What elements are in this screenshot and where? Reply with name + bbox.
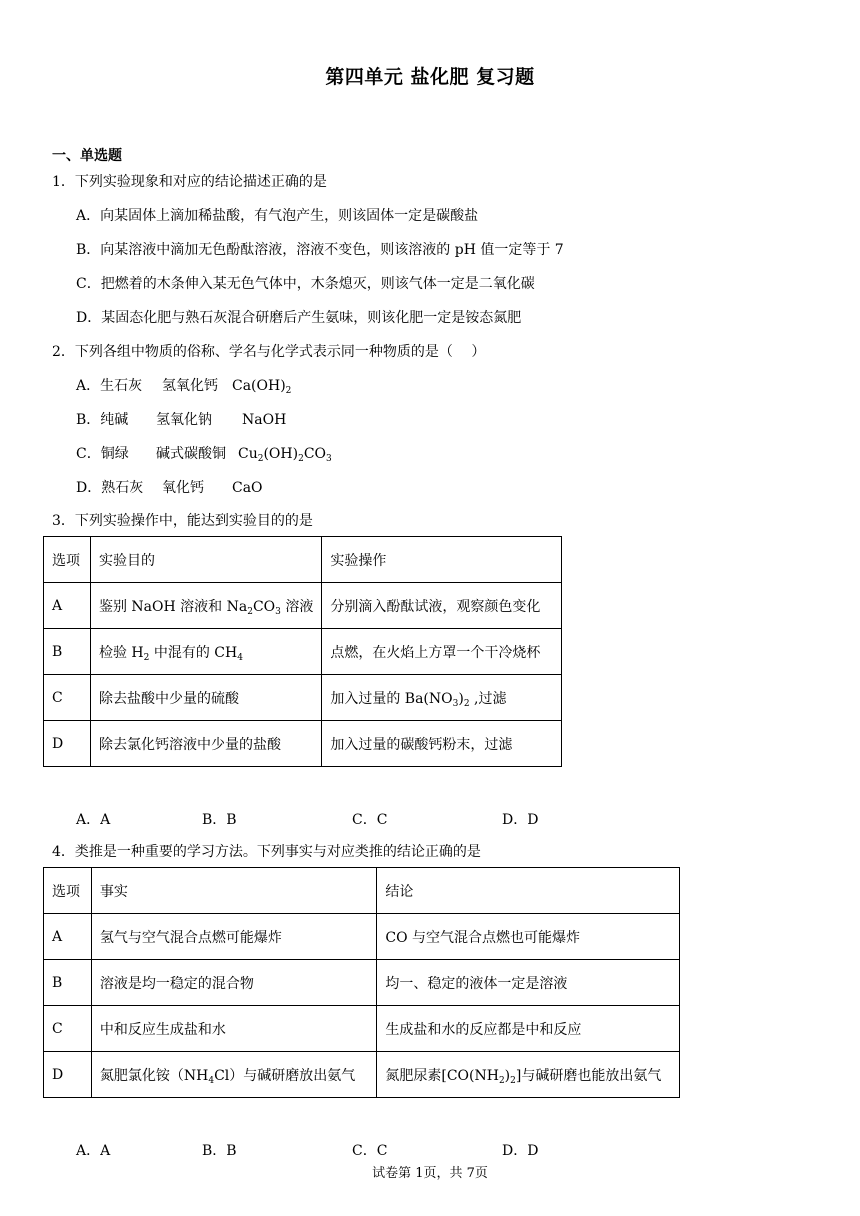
question-1-option-d: D．某固态化肥与熟石灰混合研磨后产生氨味，则该化肥一定是铵态氮肥 <box>76 310 522 326</box>
question-3-stem: 3．下列实验操作中，能达到实验目的的是 <box>52 513 313 529</box>
table-cell: C <box>44 675 91 721</box>
question-4-stem: 4．类推是一种重要的学习方法。下列事实与对应类推的结论正确的是 <box>52 844 481 860</box>
section-heading: 一、单选题 <box>52 148 122 164</box>
option-label: C．铜绿 <box>76 446 129 462</box>
table-cell: B <box>44 960 92 1006</box>
question-1-stem: 1．下列实验现象和对应的结论描述正确的是 <box>52 174 327 190</box>
option-name: 氢氧化钙 <box>162 378 218 394</box>
page-footer: 试卷第 1页，共 7页 <box>372 1166 488 1181</box>
question-2-stem: 2．下列各组中物质的俗称、学名与化学式表示同一种物质的是（ ） <box>52 344 486 360</box>
table-cell: B <box>44 629 91 675</box>
table-header: 实验目的 <box>90 537 321 583</box>
table-cell: 加入过量的碳酸钙粉末，过滤 <box>322 721 562 767</box>
choice-a: A．A <box>76 812 111 828</box>
table-cell: 除去氯化钙溶液中少量的盐酸 <box>90 721 321 767</box>
option-formula: CaO <box>232 480 263 496</box>
table-row <box>44 721 562 767</box>
table-header-row <box>44 868 680 914</box>
question-1-option-c: C．把燃着的木条伸入某无色气体中，木条熄灭，则该气体一定是二氧化碳 <box>76 276 535 292</box>
choice-a: A．A <box>76 1143 111 1159</box>
table-cell: 除去盐酸中少量的硫酸 <box>90 675 321 721</box>
table-row <box>44 1006 680 1052</box>
option-name: 氢氧化钠 <box>156 412 212 428</box>
table-cell: C <box>44 1006 92 1052</box>
table-cell: 鉴别 NaOH 溶液和 $Na_2CO_3$ 溶液 <box>90 583 321 629</box>
table-header: 选项 <box>44 537 91 583</box>
choice-b: B．B <box>202 1143 237 1159</box>
table-cell: 溶液是均一稳定的混合物 <box>91 960 376 1006</box>
table-cell: CO 与空气混合点燃也可能爆炸 <box>377 914 680 960</box>
table-row <box>44 914 680 960</box>
option-name: 氧化钙 <box>162 480 204 496</box>
choice-c: C．C <box>352 1143 388 1159</box>
table-row <box>44 675 562 721</box>
question-4-table <box>43 867 680 1098</box>
choice-d: D．D <box>502 1143 539 1159</box>
choice-b: B．B <box>202 812 237 828</box>
table-row <box>44 629 562 675</box>
option-label: D．熟石灰 <box>76 480 144 496</box>
option-label: B．纯碱 <box>76 412 129 428</box>
table-cell: 中和反应生成盐和水 <box>91 1006 376 1052</box>
table-cell: 点燃，在火焰上方罩一个干冷烧杯 <box>322 629 562 675</box>
table-header: 事实 <box>91 868 376 914</box>
option-formula: $Ca(OH)_2$ <box>232 378 292 396</box>
table-header: 结论 <box>377 868 680 914</box>
table-cell: D <box>44 1052 92 1098</box>
question-1-option-b: B．向某溶液中滴加无色酚酞溶液，溶液不变色，则该溶液的 pH 值一定等于 7 <box>76 242 564 258</box>
table-cell: 生成盐和水的反应都是中和反应 <box>377 1006 680 1052</box>
option-formula: NaOH <box>242 412 287 428</box>
table-header: 选项 <box>44 868 92 914</box>
table-cell: 加入过量的 $Ba(NO_3)_2$ ,过滤 <box>322 675 562 721</box>
table-row <box>44 1052 680 1098</box>
table-row <box>44 583 562 629</box>
choice-d: D．D <box>502 812 539 828</box>
table-cell: D <box>44 721 91 767</box>
table-cell: A <box>44 914 92 960</box>
table-cell: 氮肥尿素$[CO(NH_2)_2]$与碱研磨也能放出氨气 <box>377 1052 680 1098</box>
option-name: 碱式碳酸铜 <box>156 446 226 462</box>
option-label: A．生石灰 <box>76 378 143 394</box>
choice-c: C．C <box>352 812 388 828</box>
table-cell: A <box>44 583 91 629</box>
question-3-table <box>43 536 562 767</box>
question-2-option-d <box>76 479 263 497</box>
table-cell: 检验 $H_2$ 中混有的 $CH_4$ <box>90 629 321 675</box>
question-1-option-a: A．向某固体上滴加稀盐酸，有气泡产生，则该固体一定是碳酸盐 <box>76 208 479 224</box>
table-row <box>44 960 680 1006</box>
table-cell: 氢气与空气混合点燃可能爆炸 <box>91 914 376 960</box>
table-cell: 氮肥氯化铵$(NH_4Cl)$与碱研磨放出氨气 <box>91 1052 376 1098</box>
option-formula: $Cu_2(OH)_2CO_3$ <box>238 446 332 464</box>
question-2-option-a <box>76 377 292 396</box>
question-2-option-c <box>76 445 332 464</box>
page-title: 第四单元 盐化肥 复习题 <box>325 66 535 88</box>
table-cell: 分别滴入酚酞试液，观察颜色变化 <box>322 583 562 629</box>
table-header-row <box>44 537 562 583</box>
table-cell: 均一、稳定的液体一定是溶液 <box>377 960 680 1006</box>
question-2-option-b <box>76 411 287 429</box>
table-header: 实验操作 <box>322 537 562 583</box>
